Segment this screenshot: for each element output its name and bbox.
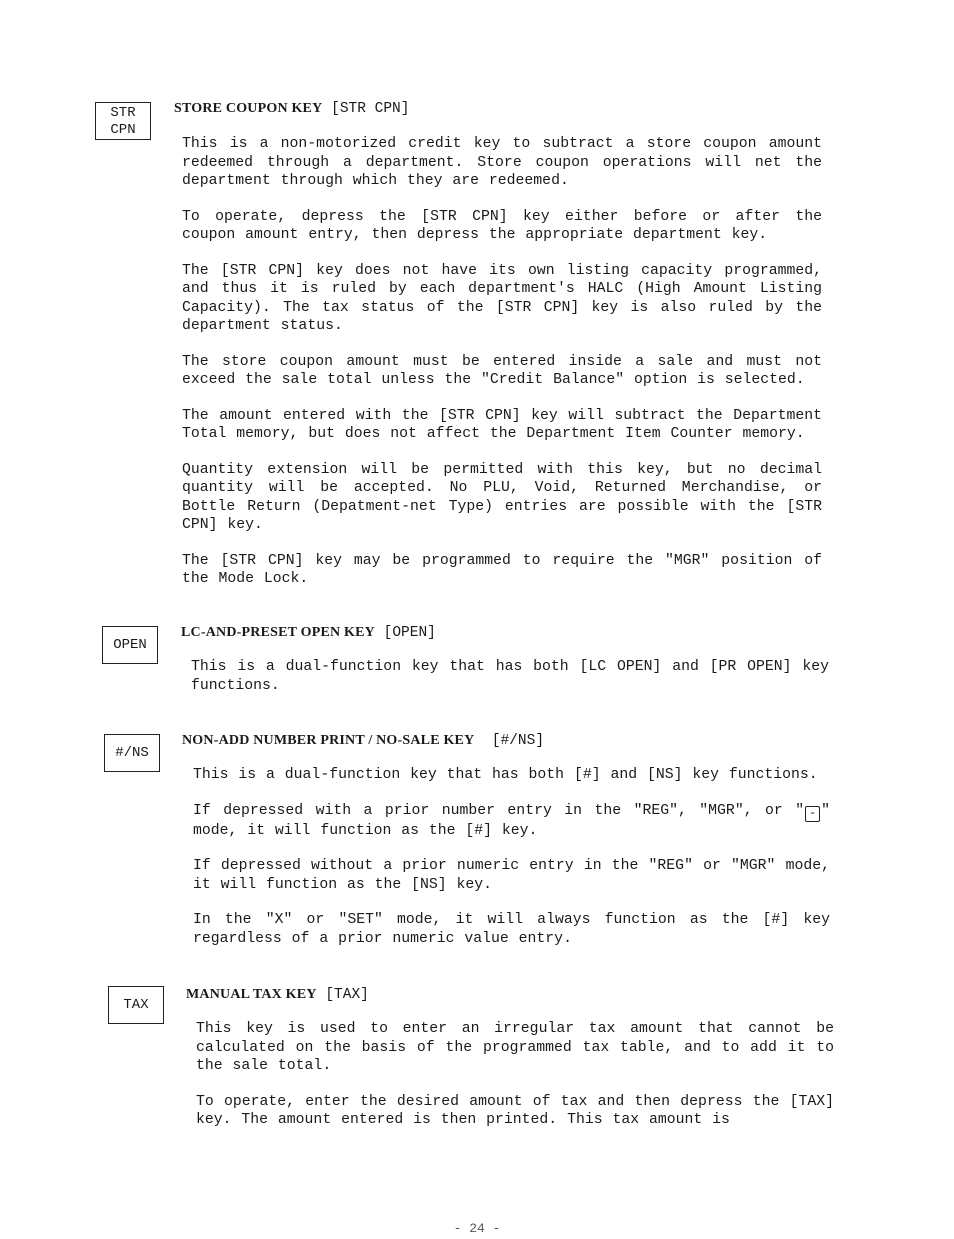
key-label-line: STR: [110, 105, 136, 121]
section-key-code: [STR CPN]: [331, 101, 410, 117]
paragraph: This is a dual-function key that has both [LC OPEN] and [PR OPEN] key functions.: [191, 659, 829, 694]
section-key-code: [#/NS]: [491, 733, 545, 749]
section-content: [186, 986, 834, 1130]
paragraph: To operate, depress the [STR CPN] key either before or after the coupon amount entry, then depress the appropriate department key.: [182, 208, 822, 243]
section-title: LC-AND-PRESET OPEN KEY: [181, 625, 375, 640]
section-body: [181, 658, 829, 695]
paragraph: The amount entered with the [STR CPN] key will subtract the Department Total memory, but does not affect the Department Item Counter memory.: [182, 407, 822, 442]
key-label-line: OPEN: [113, 637, 147, 653]
section-title: NON-ADD NUMBER PRINT / NO-SALE KEY: [182, 733, 475, 748]
key-icon-tax: [108, 986, 164, 1024]
paragraph: Quantity extension will be permitted with this key, but no decimal quantity will be accepted. No PLU, Void, Returned Merchandise, or Bottle Return (Depatment-net Type) entries are possible with the [STR CPN] key.: [182, 461, 822, 533]
paragraph: [193, 802, 830, 841]
section-key-code: [TAX]: [325, 987, 369, 1003]
paragraph-text: " mode, it will function as the [#] key.: [193, 802, 830, 839]
paragraph: If depressed without a prior numeric entry in the "REG" or "MGR" mode, it will function as the [NS] key.: [193, 858, 830, 893]
paragraph: The [STR CPN] key does not have its own listing capacity programmed, and thus it is ruled by each department's HALC (High Amount Listing Capacity). The tax status of the [STR CPN] key is also ruled by the department status.: [182, 262, 822, 334]
paragraph: In the "X" or "SET" mode, it will always function as the [#] key regardless of a prior numeric value entry.: [193, 912, 830, 947]
key-icon-open: [102, 626, 158, 664]
key-icon-num-ns: [104, 734, 160, 772]
paragraph: This key is used to enter an irregular tax amount that cannot be calculated on the basis of the programmed tax table, and to add it to the sale total.: [196, 1021, 834, 1074]
mode-symbol-icon: -: [805, 806, 820, 822]
paragraph: This is a non-motorized credit key to subtract a store coupon amount redeemed through a department. Store coupon operations will net the department through which they are redeemed.: [182, 136, 822, 189]
paragraph-text: If depressed with a prior number entry in the "REG", "MGR", or ": [193, 802, 805, 819]
paragraph: The store coupon amount must be entered inside a sale and must not exceed the sale total unless the "Credit Balance" option is selected.: [182, 353, 822, 388]
paragraph: To operate, enter the desired amount of tax and then depress the [TAX] key. The amount entered is then printed. This tax amount is: [196, 1093, 834, 1128]
key-label-line: TAX: [123, 997, 149, 1013]
section-body: [174, 135, 822, 589]
paragraph: This is a dual-function key that has both [#] and [NS] key functions.: [193, 767, 818, 783]
key-label-line: #/NS: [115, 745, 149, 761]
section-content: [174, 100, 822, 589]
section-content: [181, 624, 829, 695]
section-body: [182, 766, 830, 948]
section-key-code: [OPEN]: [383, 625, 436, 641]
section-heading: [186, 986, 834, 1004]
section-heading: [174, 100, 822, 118]
page-number: - 24 -: [453, 1221, 501, 1236]
section-title: STORE COUPON KEY: [174, 101, 323, 116]
key-icon-str-cpn: [95, 102, 151, 140]
section-content: [182, 732, 830, 948]
section-title: MANUAL TAX KEY: [186, 987, 317, 1002]
section-heading: [182, 732, 830, 750]
key-label-line: CPN: [110, 122, 136, 138]
paragraph: The [STR CPN] key may be programmed to require the "MGR" position of the Mode Lock.: [182, 552, 822, 587]
section-heading: [181, 624, 829, 642]
section-body: [186, 1020, 834, 1130]
